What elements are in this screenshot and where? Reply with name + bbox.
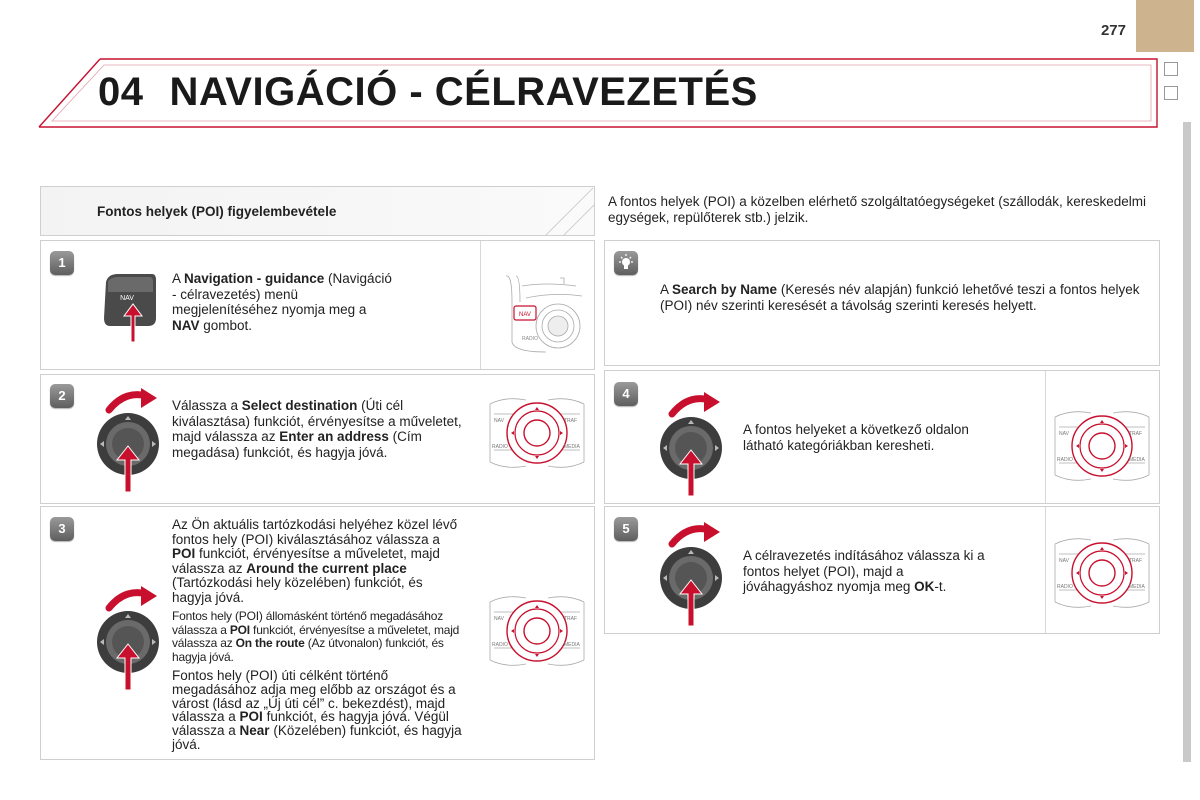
divider [480,241,481,369]
step-4-badge: 4 [614,382,638,406]
nav-label: NAV [1059,558,1069,564]
step-3-badge: 3 [50,517,74,541]
page-number: 277 [1100,22,1126,39]
chapter-box [1164,62,1178,76]
divider [1045,507,1046,633]
chapter-number: 04 [98,70,144,114]
step-1-badge: 1 [50,251,74,275]
page-title [98,70,758,115]
control-panel-illustration [1051,403,1153,489]
step-5-badge: 5 [614,517,638,541]
dashboard-nav-illustration [486,262,588,358]
svg-text:RADIO: RADIO [522,336,538,342]
step-1-text: A Navigation - guidance (Navigáció - célravezetés) menü megjelenítéséhez nyomja meg a NAV gombot. [172,271,392,333]
rotate-press-knob-icon [658,522,728,626]
chapter-box [1164,86,1178,100]
traffic-label: TRAF [564,418,578,424]
chapter-tab [1136,0,1194,52]
control-panel-illustration [486,588,588,674]
step-5-text: A célravezetés indításához válassza ki a fontos helyet (POI), majd a jóváhagyáshoz nyomja meg OK-t. [743,548,985,594]
step-3-paragraph-3: Fontos hely (POI) úti célként történő megadásához adja meg előbb az országot és a várost (lásd az „Új úti cél” c. bekezdést), majd válassza a POI funkciót, és hagyja jóvá. Végül válassza a Near (Közelében) funkciót, és hagyja jóvá. [172,668,462,752]
traffic-label: TRAF [1129,431,1143,437]
radio-label: RADIO [492,444,508,450]
step-2-text: Válassza a Select destination (Úti cél kiválasztása) funkciót, érvényesítse a műveletet, majd válassza az Enter an address (Cím megadása) funkciót, és hagyja jóvá. [172,398,462,460]
nav-label: NAV [494,616,504,622]
media-label: MEDIA [564,642,580,648]
divider [1045,371,1046,503]
rotate-press-knob-icon [95,388,165,492]
radio-label: RADIO [1057,584,1073,590]
page-edge-bar [1183,122,1191,762]
tip-text: A Search by Name (Keresés név alapján) funkció lehetővé teszi a fontos helyek (POI) név szerinti keresését a távolság szerinti keresés helyett. [660,282,1140,313]
nav-label: NAV [1059,431,1069,437]
poi-section-title: Fontos helyek (POI) figyelembevétele [97,204,337,219]
lightbulb-icon [614,251,638,275]
radio-label: RADIO [492,642,508,648]
rotate-press-knob-icon [95,586,165,690]
radio-label: RADIO [1057,457,1073,463]
media-label: MEDIA [1129,457,1145,463]
step-2-badge: 2 [50,384,74,408]
nav-label: NAV [120,295,134,302]
poi-intro-text: A fontos helyek (POI) a közelben elérhető szolgáltatóegységeket (szállodák, kereskedelmi egységek, repülőterek stb.) jelzik. [608,194,1147,225]
traffic-label: TRAF [1129,558,1143,564]
control-panel-illustration [486,390,588,476]
nav-button-icon [100,270,160,344]
step-4-text: A fontos helyeket a következő oldalon látható kategóriákban keresheti. [743,422,969,453]
media-label: MEDIA [564,444,580,450]
svg-text:NAV: NAV [519,312,531,318]
header-diagonal-lines [535,186,595,236]
step-3-paragraph-2: Fontos hely (POI) állomásként történő megadásához válassza a POI funkciót, érvényesítse a műveletet, majd válassza az On the route (Az útvonalon) funkciót, és hagyja jóvá. [172,609,460,664]
step-3-paragraph-1: Az Ön aktuális tartózkodási helyéhez közel lévő fontos hely (POI) kiválasztásához válassza a POI funkciót, érvényesítse a műveletet, majd válassza az Around the current place (Tartózkodási hely közelében) funkciót, és hagyja jóvá. [172,517,458,605]
control-panel-illustration [1051,530,1153,616]
traffic-label: TRAF [564,616,578,622]
chapter-title: NAVIGÁCIÓ - CÉLRAVEZETÉS [169,70,758,114]
rotate-press-knob-icon [658,392,728,496]
nav-label: NAV [494,418,504,424]
media-label: MEDIA [1129,584,1145,590]
